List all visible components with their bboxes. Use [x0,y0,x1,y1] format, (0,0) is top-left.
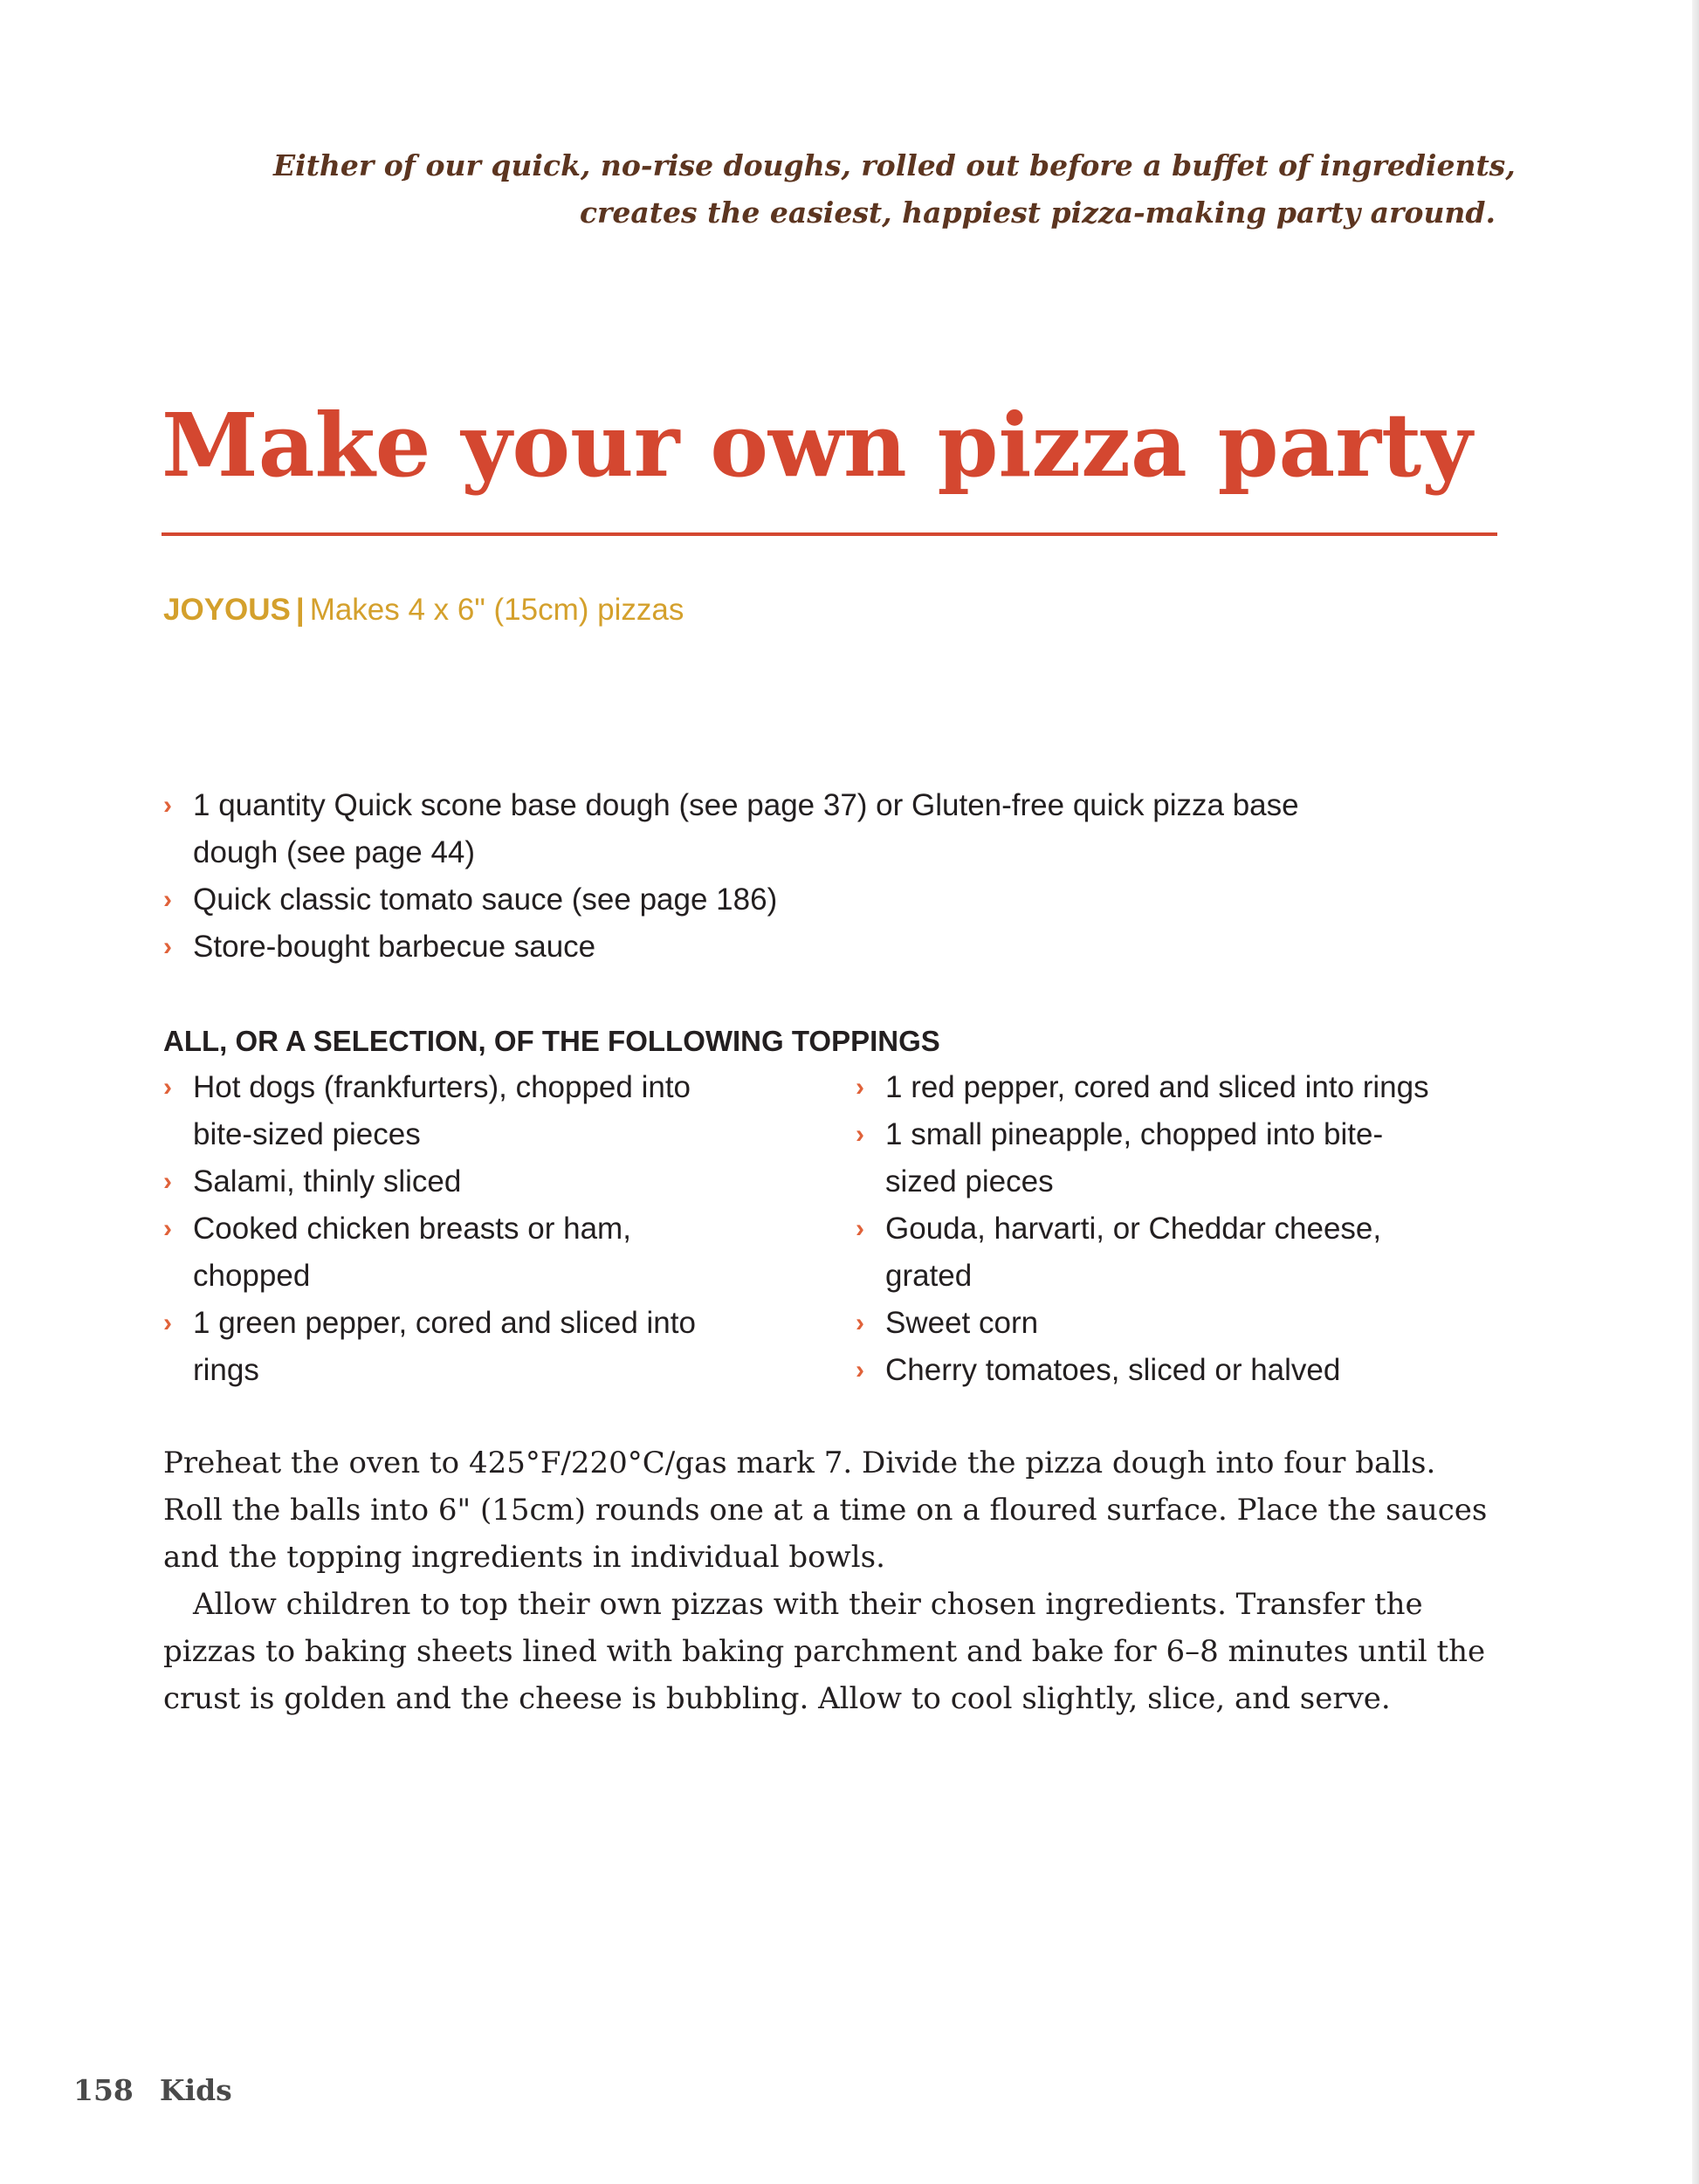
bullet-icon: › [163,1214,172,1243]
bullet-icon: › [856,1308,864,1337]
method-line: Allow children to top their own pizzas with their chosen ingredients. Transfer the [193,1587,1423,1622]
ingredient-line: 1 red pepper, cored and sliced into rings [885,1070,1429,1104]
ingredient-line: 1 quantity Quick scone base dough (see page 37) or Gluten-free quick pizza base [193,788,1299,822]
ingredient-line: grated [885,1259,973,1293]
ingredient-line: Cooked chicken breasts or ham, [193,1212,631,1246]
recipe-yield [163,590,684,630]
bullet-icon: › [163,791,172,820]
title-rule [162,532,1497,536]
ingredient-line: bite-sized pieces [193,1117,421,1151]
ingredient-item [856,1111,1519,1205]
ingredient-line: sized pieces [885,1164,1054,1198]
ingredient-item [163,1158,792,1205]
intro-text [273,142,1516,237]
intro-line: creates the easiest, happiest pizza-making party around. [579,196,1496,230]
bullet-icon: › [856,1073,864,1102]
method-line: crust is golden and the cheese is bubbling. Allow to cool slightly, slice, and serve. [163,1681,1391,1716]
method [163,1439,1499,1722]
ingredient-line: Quick classic tomato sauce (see page 186) [193,883,778,917]
section-name: Kids [159,2073,232,2107]
ingredient-item [163,1205,792,1300]
yield-text: Makes 4 x 6" (15cm) pizzas [309,593,684,627]
ingredient-line: 1 small pineapple, chopped into bite- [885,1117,1384,1151]
ingredient-line: Hot dogs (frankfurters), chopped into [193,1070,691,1104]
ingredient-item [163,1064,792,1158]
ingredient-line: chopped [193,1259,311,1293]
intro-line: Either of our quick, no-rise doughs, rolled out before a buffet of ingredients, [273,148,1516,182]
ingredient-line: dough (see page 44) [193,835,476,869]
ingredient-item [163,876,1490,924]
ingredient-line: Store-bought barbecue sauce [193,930,596,964]
ingredient-line: 1 green pepper, cored and sliced into [193,1306,696,1340]
toppings-list-left [163,1064,792,1394]
method-paragraph-2 [163,1581,1499,1722]
bullet-icon: › [163,1167,172,1196]
method-line: Preheat the oven to 425°F/220°C/gas mark 7. Divide the pizza dough into four balls. [163,1446,1436,1480]
main-ingredients-list [163,782,1490,971]
bullet-icon: › [856,1356,864,1384]
method-paragraph-1 [163,1439,1499,1581]
recipe-title: Make your own pizza party [162,394,1473,497]
page-footer [73,2069,232,2112]
ingredient-item [856,1300,1519,1347]
bullet-icon: › [163,1073,172,1102]
method-line: and the topping ingredients in individual bowls. [163,1540,885,1575]
ingredient-item [856,1347,1519,1394]
method-line: pizzas to baking sheets lined with baking parchment and bake for 6–8 minutes until the [163,1634,1486,1669]
ingredient-line: Sweet corn [885,1306,1039,1340]
ingredient-item [163,782,1490,876]
toppings-list-right [856,1064,1519,1394]
bullet-icon: › [163,1308,172,1337]
method-line: Roll the balls into 6" (15cm) rounds one at a time on a floured surface. Place the sauces [163,1493,1488,1528]
bullet-icon: › [163,932,172,961]
bullet-icon: › [856,1214,864,1243]
page-number: 158 [73,2073,134,2107]
ingredient-item [163,924,1490,971]
page-edge [1692,0,1699,2184]
ingredient-line: Gouda, harvarti, or Cheddar cheese, [885,1212,1382,1246]
toppings-heading: ALL, OR A SELECTION, OF THE FOLLOWING TOPPINGS [163,1025,940,1057]
yield-separator: | [295,593,305,627]
mood-tag: JOYOUS [163,593,291,627]
bullet-icon: › [856,1120,864,1149]
ingredient-line: Cherry tomatoes, sliced or halved [885,1353,1341,1387]
ingredient-line: Salami, thinly sliced [193,1164,462,1198]
ingredient-item [856,1205,1519,1300]
ingredient-line: rings [193,1353,259,1387]
bullet-icon: › [163,885,172,914]
ingredient-item [163,1300,792,1394]
ingredient-item [856,1064,1519,1111]
